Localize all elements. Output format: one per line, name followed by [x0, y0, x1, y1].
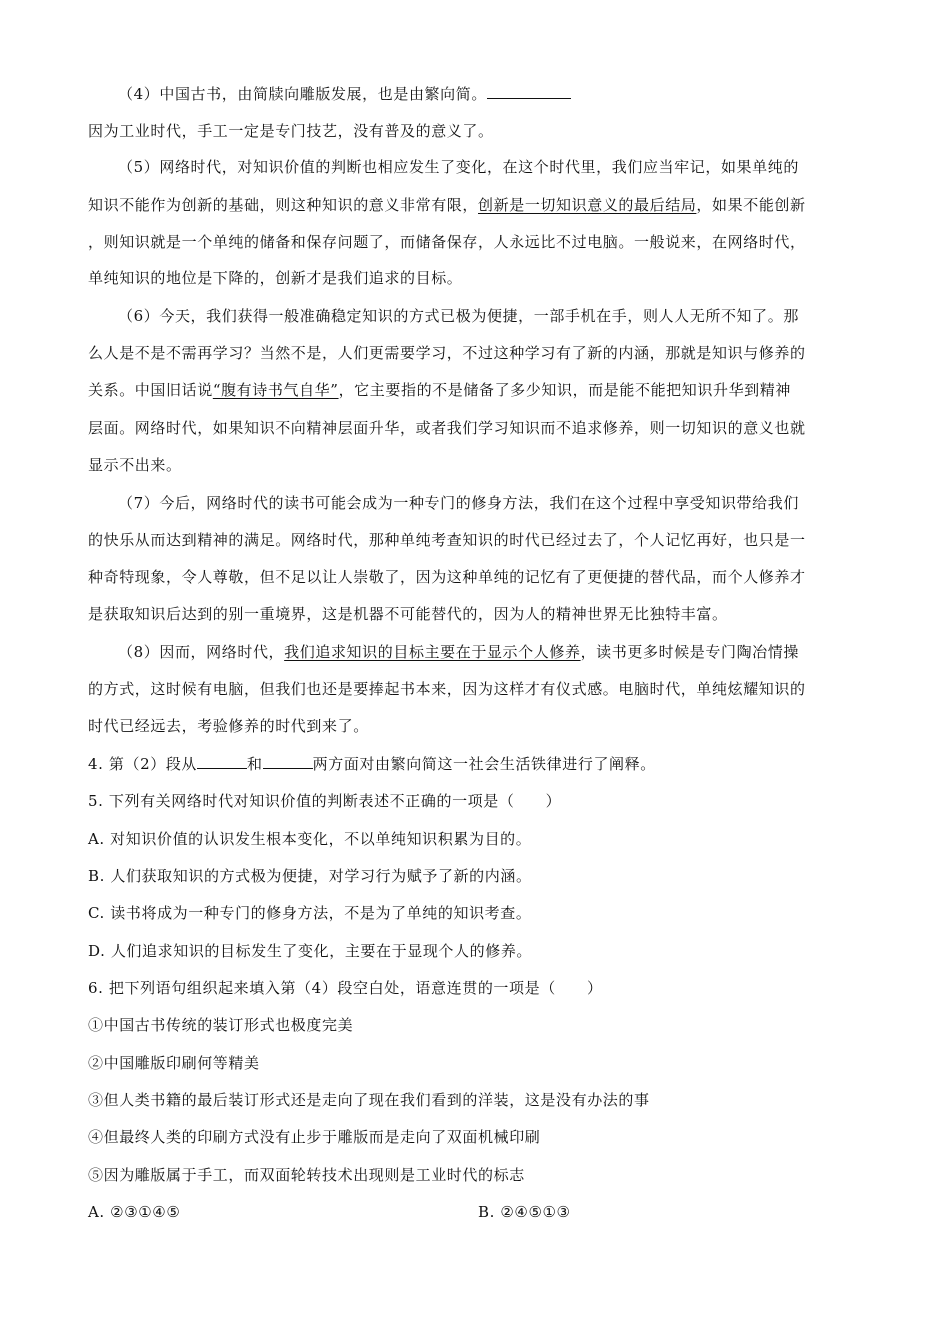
- p5-line-1: （5）网络时代，对知识价值的判断也相应发生了变化，在这个时代里，我们应当牢记，如果单纯的: [118, 158, 799, 176]
- p4-line-2: 因为工业时代，手工一定是专门技艺，没有普及的意义了。: [88, 122, 494, 140]
- q6-sentence-1: ①中国古书传统的装订形式也极度完美: [88, 1016, 354, 1034]
- p6-line-2: 么人是不是不需再学习？当然不是，人们更需要学习，不过这种学习有了新的内涵，那就是知识与修养的: [88, 344, 806, 362]
- p4-text: （4）中国古书，由简牍向雕版发展，也是由繁向简。: [118, 85, 487, 103]
- p5-line-3: ，则知识就是一个单纯的储备和保存问题了，而储备保存，人永远比不过电脑。一般说来，在网络时代，: [88, 233, 806, 251]
- q6-option-b[interactable]: B. ②④⑤①③: [478, 1203, 571, 1221]
- p6-line-5: 显示不出来。: [88, 456, 182, 474]
- p6-line-3: 关系。中国旧话说“腹有诗书气自华”，它主要指的不是储备了多少知识，而是能不能把知识升华到精神: [88, 381, 791, 399]
- q6-sentence-2: ②中国雕版印刷何等精美: [88, 1054, 260, 1072]
- q4-blank-2[interactable]: [263, 754, 313, 769]
- p6-underlined-quote: “腹有诗书气自华”: [212, 381, 339, 399]
- q6-sentence-4: ④但最终人类的印刷方式没有止步于雕版而是走向了双面机械印刷: [88, 1128, 541, 1146]
- q6-sentence-5: ⑤因为雕版属于手工，而双面轮转技术出现则是工业时代的标志: [88, 1166, 525, 1184]
- p7-line-3: 种奇特现象，令人尊敬，但不足以让人崇敬了，因为这种单纯的记忆有了更便捷的替代品，而个人修养才: [88, 568, 806, 586]
- p8-underlined-phrase: 我们追求知识的目标主要在于显示个人修养: [284, 643, 581, 661]
- p6-line-4: 层面。网络时代，如果知识不向精神层面升华，或者我们学习知识而不追求修养，则一切知识的意义也就: [88, 419, 806, 437]
- p4-blank[interactable]: [487, 84, 571, 99]
- q6-option-a[interactable]: A. ②③①④⑤: [88, 1203, 181, 1221]
- q6-sentence-3: ③但人类书籍的最后装订形式还是走向了现在我们看到的洋装，这是没有办法的事: [88, 1091, 650, 1109]
- q6-options-row: [88, 1202, 868, 1222]
- question-4: 4. 第（2）段从 和 两方面对由繁向简这一社会生活铁律进行了阐释。: [88, 755, 656, 773]
- question-5-stem: 5. 下列有关网络时代对知识价值的判断表述不正确的一项是（ ）: [88, 792, 562, 810]
- q5-option-b[interactable]: B. 人们获取知识的方式极为便捷，对学习行为赋予了新的内涵。: [88, 867, 532, 885]
- question-6-stem: 6. 把下列语句组织起来填入第（4）段空白处，语意连贯的一项是（ ）: [88, 979, 603, 997]
- q5-option-d[interactable]: D. 人们追求知识的目标发生了变化，主要在于显现个人的修养。: [88, 942, 533, 960]
- q5-option-a[interactable]: A. 对知识价值的认识发生根本变化，不以单纯知识积累为目的。: [88, 830, 532, 848]
- p4-line-1: [118, 84, 898, 104]
- q5-option-c[interactable]: C. 读书将成为一种专门的修身方法，不是为了单纯的知识考查。: [88, 904, 532, 922]
- p8-line-2: 的方式，这时候有电脑，但我们也还是要捧起书本来，因为这样才有仪式感。电脑时代，单纯炫耀知识的: [88, 680, 806, 698]
- p8-line-3: 时代已经远去，考验修养的时代到来了。: [88, 717, 369, 735]
- p7-line-1: （7）今后，网络时代的读书可能会成为一种专门的修身方法，我们在这个过程中享受知识带给我们: [118, 494, 799, 512]
- p7-line-2: 的快乐从而达到精神的满足。网络时代，那种单纯考查知识的时代已经过去了，个人记忆再好，也只是一: [88, 531, 806, 549]
- p7-line-4: 是获取知识后达到的别一重境界，这是机器不可能替代的，因为人的精神世界无比独特丰富。: [88, 605, 728, 623]
- p5-underlined-phrase: 创新是一切知识意义的最后结局: [478, 196, 697, 214]
- p8-line-1: （8）因而，网络时代，我们追求知识的目标主要在于显示个人修养，读书更多时候是专门陶冶情操: [118, 643, 799, 661]
- q4-blank-1[interactable]: [197, 754, 247, 769]
- p6-line-1: （6）今天，我们获得一般准确稳定知识的方式已极为便捷，一部手机在手，则人人无所不知了。那: [118, 307, 799, 325]
- p5-line-2: 知识不能作为创新的基础，则这种知识的意义非常有限，创新是一切知识意义的最后结局，如果不能创新: [88, 196, 806, 214]
- p5-line-4: 单纯知识的地位是下降的，创新才是我们追求的目标。: [88, 269, 463, 287]
